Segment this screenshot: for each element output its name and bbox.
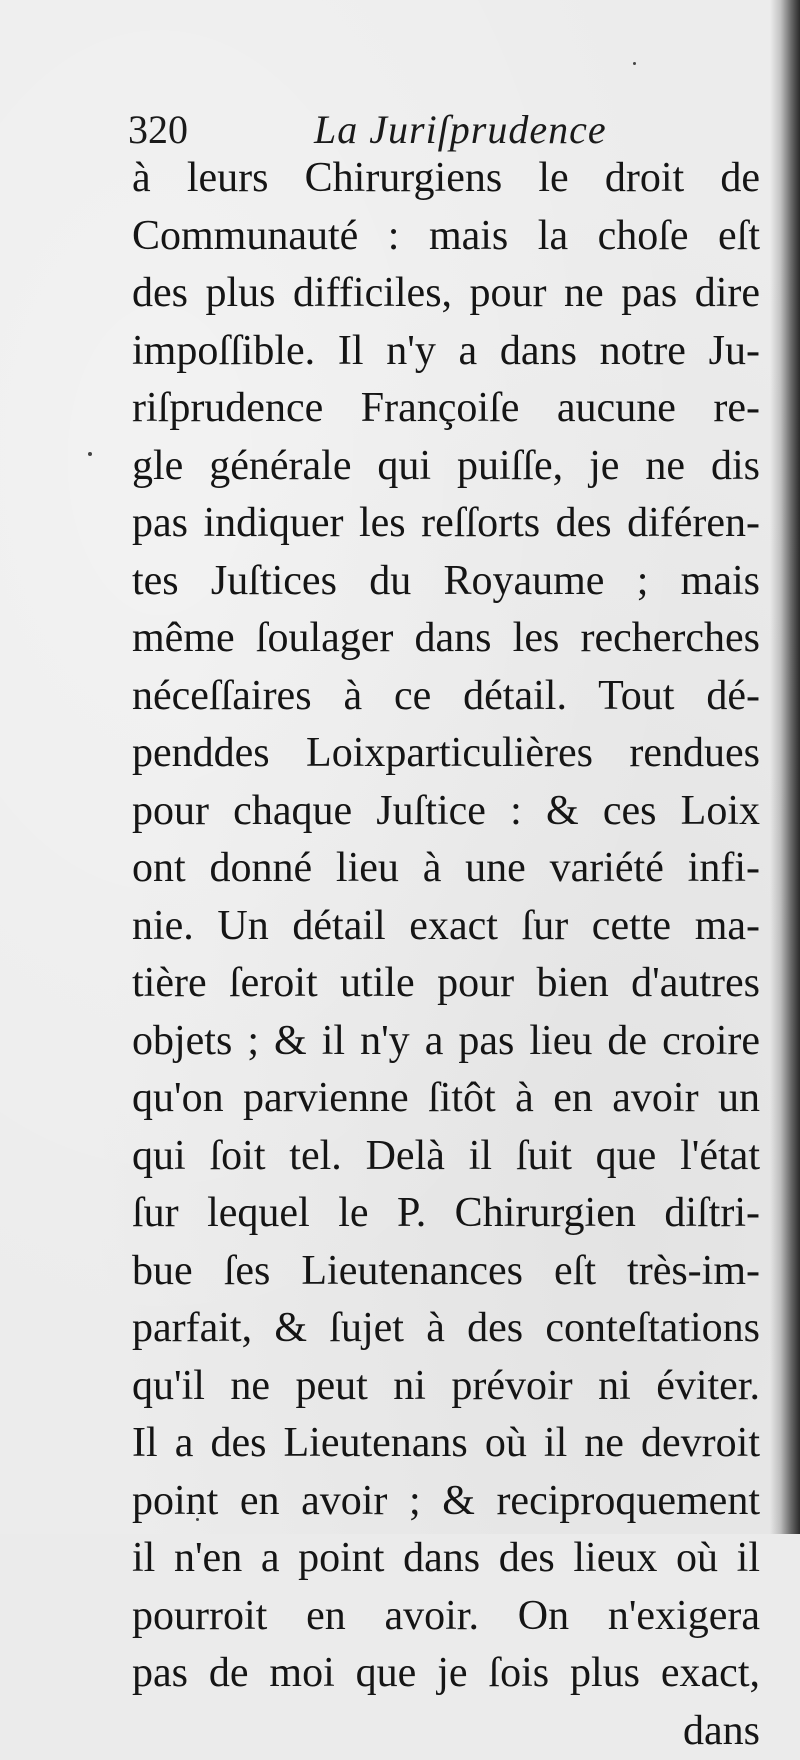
text-line: tes Juſtices du Royaume ; mais [132, 553, 760, 611]
text-line: qu'on parvienne ſitôt à en avoir un [132, 1070, 760, 1128]
text-line: Il a des Lieutenans où il ne devroit [132, 1415, 760, 1473]
text-line: tière ſeroit utile pour bien d'autres [132, 955, 760, 1013]
text-line: ſur lequel le P. Chirurgien diſtri- [132, 1185, 760, 1243]
text-line: pourroit en avoir. On n'exigera [132, 1588, 760, 1646]
text-line: ont donné lieu à une variété infi- [132, 840, 760, 898]
text-line: même ſoulager dans les recherches [132, 610, 760, 668]
page-gutter-shadow [770, 0, 800, 1534]
text-line: à leurs Chirurgiens le droit de [132, 150, 760, 208]
page-number: 320 [128, 100, 188, 160]
ink-speck [88, 452, 92, 456]
text-line: riſprudence Françoiſe aucune re- [132, 380, 760, 438]
text-line: qui ſoit tel. Delà il ſuit que l'état [132, 1128, 760, 1186]
text-line: parfait, & ſujet à des conteſtations [132, 1300, 760, 1358]
text-line: pas indiquer les reſſorts des diféren- [132, 495, 760, 553]
body-text [132, 150, 760, 1760]
ink-speck [633, 62, 636, 65]
text-line: Communauté : mais la choſe eſt [132, 208, 760, 266]
text-line: néceſſaires à ce détail. Tout dé- [132, 668, 760, 726]
text-line: il n'en a point dans des lieux où il [132, 1530, 760, 1588]
text-line: pour chaque Juſtice : & ces Loix [132, 783, 760, 841]
text-line: nie. Un détail exact ſur cette ma- [132, 898, 760, 956]
text-line: point en avoir ; & reciproquement [132, 1473, 760, 1531]
running-title: La Juriſprudence [314, 100, 607, 160]
text-line: des plus difficiles, pour ne pas dire [132, 265, 760, 323]
text-line: impoſſible. Il n'y a dans notre Ju- [132, 323, 760, 381]
catchword: dans [132, 1703, 760, 1760]
text-line: objets ; & il n'y a pas lieu de croire [132, 1013, 760, 1071]
text-line: qu'il ne peut ni prévoir ni éviter. [132, 1358, 760, 1416]
text-line: gle générale qui puiſſe, je ne dis [132, 438, 760, 496]
text-line: penddes Loixparticulières rendues [132, 725, 760, 783]
text-line: bue ſes Lieutenances eſt très-im- [132, 1243, 760, 1301]
text-line: pas de moi que je ſois plus exact, [132, 1645, 760, 1703]
